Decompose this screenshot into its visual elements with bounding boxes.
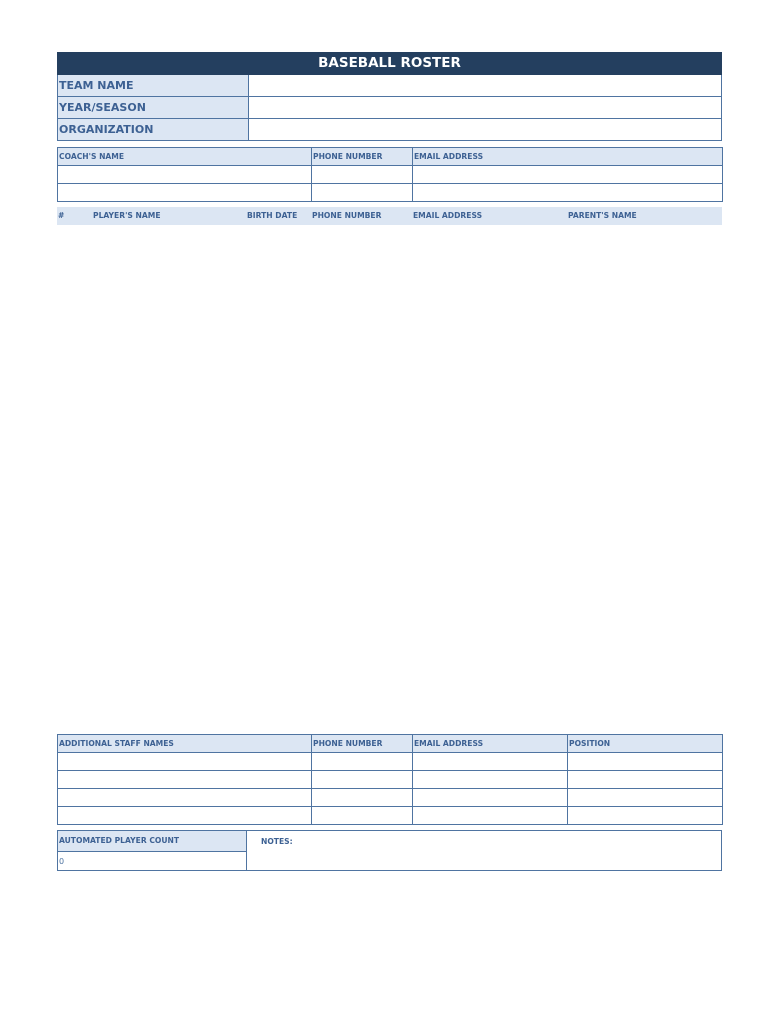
staff-name-cell[interactable] xyxy=(58,789,312,807)
staff-phone-cell[interactable] xyxy=(312,807,413,825)
player-count-value: 0 xyxy=(59,857,65,866)
birth-date-header: BIRTH DATE xyxy=(247,211,298,220)
player-phone-header: PHONE NUMBER xyxy=(312,211,382,220)
staff-phone-cell[interactable] xyxy=(312,789,413,807)
staff-email-cell[interactable] xyxy=(413,807,568,825)
coach-name-cell[interactable] xyxy=(58,166,312,184)
table-row xyxy=(58,771,723,789)
table-row xyxy=(58,166,723,184)
team-name-field[interactable] xyxy=(249,75,721,96)
player-count-label: AUTOMATED PLAYER COUNT xyxy=(58,831,246,852)
roster-title: BASEBALL ROSTER xyxy=(57,52,722,75)
table-row xyxy=(58,184,723,202)
year-season-field[interactable] xyxy=(249,97,721,118)
notes-box[interactable] xyxy=(246,830,722,871)
staff-name-cell[interactable] xyxy=(58,807,312,825)
year-season-row xyxy=(57,97,722,119)
notes-label: NOTES: xyxy=(261,837,293,846)
coach-phone-header: PHONE NUMBER xyxy=(312,148,413,166)
player-name-header: PLAYER'S NAME xyxy=(93,211,161,220)
coach-phone-cell[interactable] xyxy=(312,184,413,202)
staff-position-header: POSITION xyxy=(568,735,723,753)
staff-name-cell[interactable] xyxy=(58,771,312,789)
staff-name-cell[interactable] xyxy=(58,753,312,771)
staff-name-header: ADDITIONAL STAFF NAMES xyxy=(58,735,312,753)
coach-name-header: COACH'S NAME xyxy=(58,148,312,166)
team-name-label: TEAM NAME xyxy=(58,75,249,96)
coaches-header-row xyxy=(58,148,723,166)
staff-header-row xyxy=(58,735,723,753)
coaches-table xyxy=(57,147,723,202)
staff-position-cell[interactable] xyxy=(568,789,723,807)
staff-email-cell[interactable] xyxy=(413,789,568,807)
coach-email-header: EMAIL ADDRESS xyxy=(413,148,723,166)
staff-phone-cell[interactable] xyxy=(312,771,413,789)
player-count-box xyxy=(57,830,247,871)
staff-phone-cell[interactable] xyxy=(312,753,413,771)
staff-position-cell[interactable] xyxy=(568,807,723,825)
organization-row xyxy=(57,119,722,141)
coach-phone-cell[interactable] xyxy=(312,166,413,184)
organization-field[interactable] xyxy=(249,119,721,140)
team-name-row xyxy=(57,75,722,97)
staff-email-cell[interactable] xyxy=(413,771,568,789)
table-row xyxy=(58,753,723,771)
staff-table xyxy=(57,734,723,825)
player-email-header: EMAIL ADDRESS xyxy=(413,211,483,220)
table-row xyxy=(58,789,723,807)
coach-email-cell[interactable] xyxy=(413,166,723,184)
table-row xyxy=(58,807,723,825)
year-season-label: YEAR/SEASON xyxy=(58,97,249,118)
coach-name-cell[interactable] xyxy=(58,184,312,202)
organization-label: ORGANIZATION xyxy=(58,119,249,140)
staff-position-cell[interactable] xyxy=(568,771,723,789)
player-number-header: # xyxy=(58,211,65,220)
staff-email-cell[interactable] xyxy=(413,753,568,771)
staff-phone-header: PHONE NUMBER xyxy=(312,735,413,753)
staff-position-cell[interactable] xyxy=(568,753,723,771)
parent-name-header: PARENT'S NAME xyxy=(568,211,637,220)
coach-email-cell[interactable] xyxy=(413,184,723,202)
staff-email-header: EMAIL ADDRESS xyxy=(413,735,568,753)
players-header-row xyxy=(57,207,722,225)
